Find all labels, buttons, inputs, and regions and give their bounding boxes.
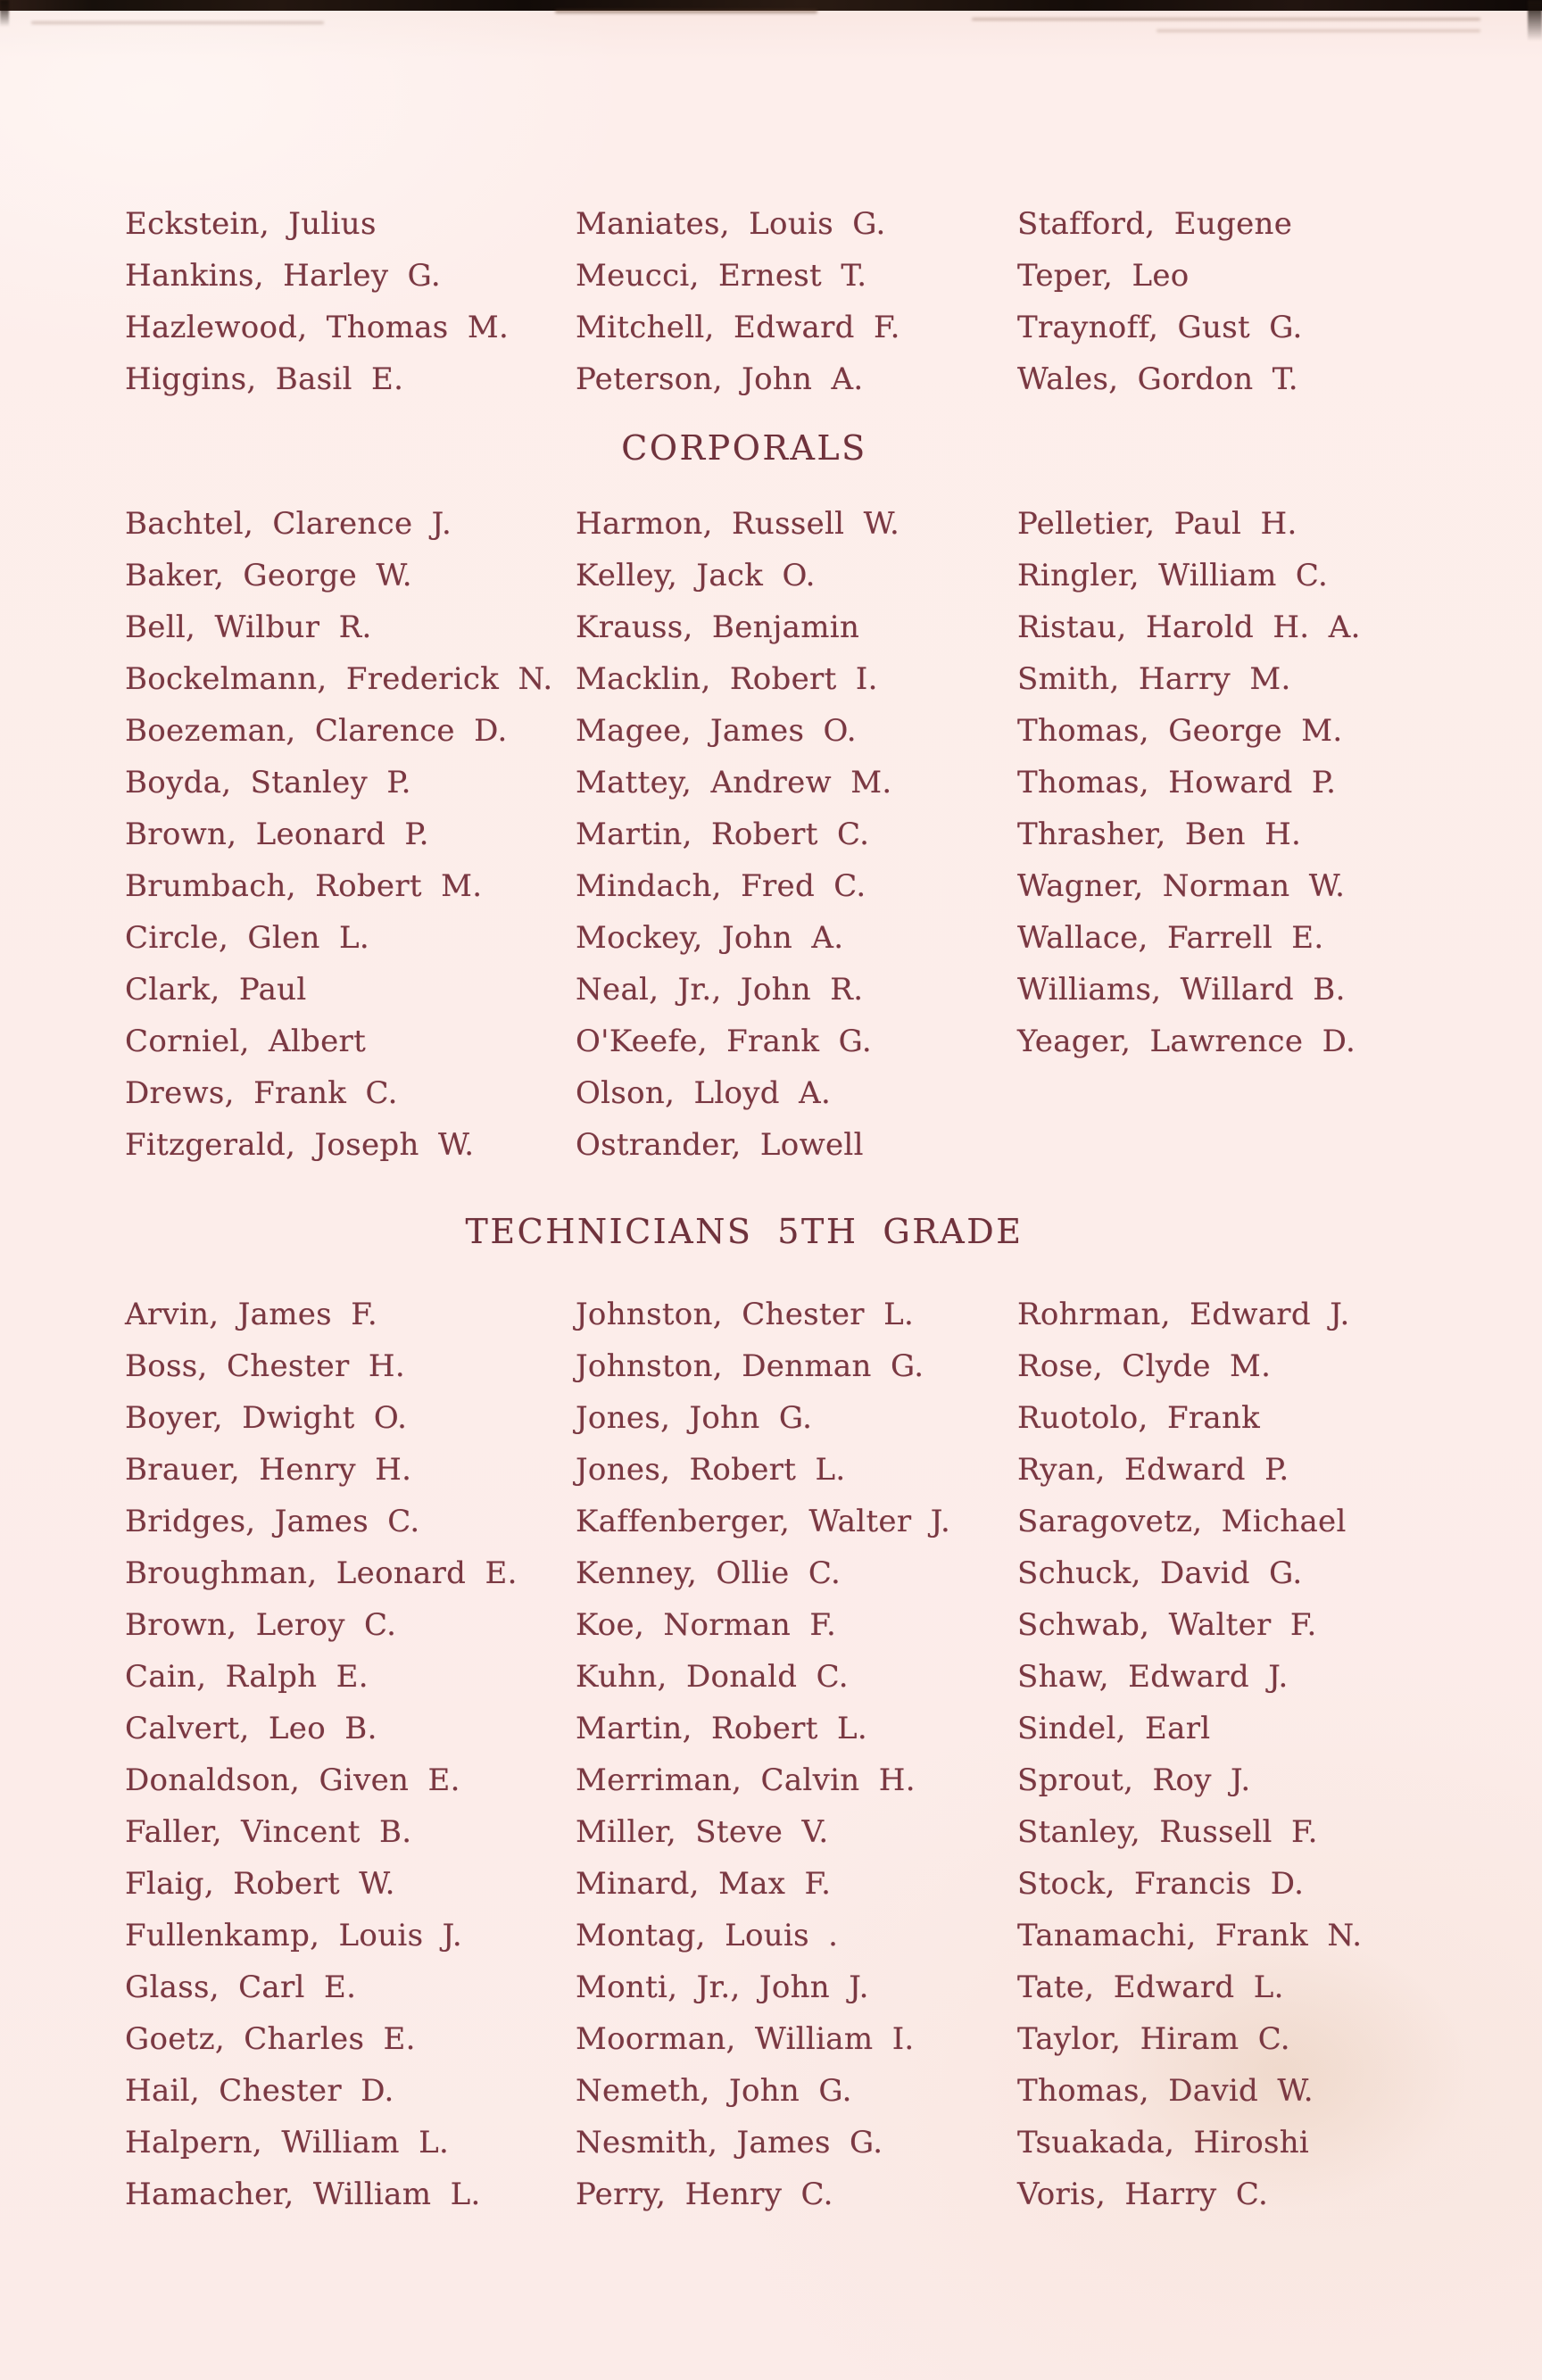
roster-column: [1017, 1289, 1364, 2220]
roster-name: Thomas, Howard P.: [1017, 765, 1337, 800]
roster-name: Bachtel, Clarence J.: [125, 506, 452, 542]
roster-columns: [125, 1289, 1364, 2220]
roster-name: Minard, Max F.: [576, 1866, 832, 1902]
roster-name: Fitzgerald, Joseph W.: [125, 1127, 475, 1163]
roster-name: Sindel, Earl: [1017, 1711, 1211, 1746]
roster-name: Krauss, Benjamin: [576, 610, 860, 645]
roster-columns: [125, 498, 1364, 1171]
roster-name: Drews, Frank C.: [125, 1075, 398, 1111]
roster-name: Cain, Ralph E.: [125, 1659, 369, 1695]
roster-name: Broughman, Leonard E.: [125, 1555, 518, 1591]
roster-column: [125, 198, 576, 405]
roster-column: [576, 198, 1017, 405]
roster-name: Brauer, Henry H.: [125, 1452, 412, 1488]
roster-name: Martin, Robert C.: [576, 817, 870, 852]
roster-name: Nesmith, James G.: [576, 2125, 883, 2160]
roster-name: Perry, Henry C.: [576, 2177, 833, 2212]
roster-name: Koe, Norman F.: [576, 1607, 837, 1643]
roster-column: [125, 1289, 576, 2220]
section-heading: CORPORALS: [621, 428, 867, 468]
roster-name: Circle, Glen L.: [125, 920, 369, 956]
roster-name: Merriman, Calvin H.: [576, 1762, 916, 1798]
roster-name: Johnston, Chester L.: [576, 1297, 915, 1332]
roster-name: Mitchell, Edward F.: [576, 310, 900, 345]
roster-columns: [125, 198, 1364, 405]
roster-name: Ristau, Harold H. A.: [1017, 610, 1361, 645]
roster-name: Hamacher, William L.: [125, 2177, 481, 2212]
roster-name: Glass, Carl E.: [125, 1970, 357, 2005]
roster-name: Stanley, Russell F.: [1017, 1814, 1318, 1850]
roster-name: Mattey, Andrew M.: [576, 765, 892, 800]
roster-name: Hazlewood, Thomas M.: [125, 310, 510, 345]
roster-name: Tanamachi, Frank N.: [1017, 1918, 1363, 1953]
section-heading: TECHNICIANS 5TH GRADE: [465, 1212, 1024, 1251]
roster-name: Smith, Harry M.: [1017, 661, 1291, 697]
roster-name: Tsuakada, Hiroshi: [1017, 2125, 1310, 2160]
roster-name: Calvert, Leo B.: [125, 1711, 377, 1746]
roster-name: Boss, Chester H.: [125, 1348, 405, 1384]
roster-name: Williams, Willard B.: [1017, 972, 1346, 1008]
roster-column: [576, 498, 1017, 1171]
roster-name: Wallace, Farrell E.: [1017, 920, 1324, 956]
roster-name: Clark, Paul: [125, 972, 307, 1008]
roster-name: Sprout, Roy J.: [1017, 1762, 1251, 1798]
roster-section: [125, 1212, 1364, 2220]
roster-name: Ringler, William C.: [1017, 558, 1329, 593]
roster-name: Hail, Chester D.: [125, 2073, 394, 2109]
roster-name: Jones, Robert L.: [576, 1452, 846, 1488]
roster-name: Meucci, Ernest T.: [576, 258, 867, 294]
roster-name: Wagner, Norman W.: [1017, 868, 1346, 904]
roster-name: Ruotolo, Frank: [1017, 1400, 1261, 1436]
roster-section: [125, 428, 1364, 1171]
roster-name: Kaffenberger, Walter J.: [576, 1504, 951, 1539]
roster-name: Eckstein, Julius: [125, 206, 377, 242]
roster-name: Goetz, Charles E.: [125, 2021, 416, 2057]
roster-name: Moorman, William I.: [576, 2021, 915, 2057]
roster-name: Schwab, Walter F.: [1017, 1607, 1317, 1643]
roster-name: Stafford, Eugene: [1017, 206, 1293, 242]
roster-name: Harmon, Russell W.: [576, 506, 900, 542]
roster-section: [125, 198, 1364, 405]
roster-name: Halpern, William L.: [125, 2125, 450, 2160]
roster-name: Martin, Robert L.: [576, 1711, 867, 1746]
roster-name: Mindach, Fred C.: [576, 868, 866, 904]
roster-column: [1017, 498, 1364, 1171]
roster-name: Miller, Steve V.: [576, 1814, 829, 1850]
roster-name: Higgins, Basil E.: [125, 361, 404, 397]
roster-name: Thomas, David W.: [1017, 2073, 1314, 2109]
roster-name: Pelletier, Paul H.: [1017, 506, 1297, 542]
roster-name: Bockelmann, Frederick N.: [125, 661, 553, 697]
roster-name: Baker, George W.: [125, 558, 412, 593]
roster-name: Hankins, Harley G.: [125, 258, 441, 294]
roster-name: Boezeman, Clarence D.: [125, 713, 508, 749]
roster-name: Tate, Edward L.: [1017, 1970, 1284, 2005]
roster-name: Brown, Leonard P.: [125, 817, 429, 852]
roster-name: Thomas, George M.: [1017, 713, 1343, 749]
roster-name: Wales, Gordon T.: [1017, 361, 1298, 397]
roster-name: Montag, Louis .: [576, 1918, 839, 1953]
roster-name: Neal, Jr., John R.: [576, 972, 864, 1008]
roster-name: Arvin, James F.: [125, 1297, 377, 1332]
roster-name: Donaldson, Given E.: [125, 1762, 460, 1798]
roster-name: Kuhn, Donald C.: [576, 1659, 849, 1695]
roster-column: [576, 1289, 1017, 2220]
roster-name: Fullenkamp, Louis J.: [125, 1918, 463, 1953]
roster-name: Voris, Harry C.: [1017, 2177, 1269, 2212]
roster-name: Brown, Leroy C.: [125, 1607, 397, 1643]
roster-name: Kenney, Ollie C.: [576, 1555, 841, 1591]
roster-column: [125, 498, 576, 1171]
roster-name: Rose, Clyde M.: [1017, 1348, 1272, 1384]
roster-name: Schuck, David G.: [1017, 1555, 1303, 1591]
roster-name: Magee, James O.: [576, 713, 857, 749]
roster-name: Maniates, Louis G.: [576, 206, 886, 242]
roster-name: Bell, Wilbur R.: [125, 610, 372, 645]
roster-name: Kelley, Jack O.: [576, 558, 816, 593]
roster-name: Bridges, James C.: [125, 1504, 420, 1539]
roster-name: Monti, Jr., John J.: [576, 1970, 869, 2005]
roster-name: Ostrander, Lowell: [576, 1127, 864, 1163]
roster-name: Flaig, Robert W.: [125, 1866, 395, 1902]
roster-name: Nemeth, John G.: [576, 2073, 852, 2109]
roster-name: Johnston, Denman G.: [576, 1348, 924, 1384]
roster-name: Stock, Francis D.: [1017, 1866, 1305, 1902]
roster-name: Corniel, Albert: [125, 1024, 367, 1059]
roster-name: Ryan, Edward P.: [1017, 1452, 1289, 1488]
roster-name: Rohrman, Edward J.: [1017, 1297, 1350, 1332]
roster-name: Boyda, Stanley P.: [125, 765, 411, 800]
roster-name: O'Keefe, Frank G.: [576, 1024, 872, 1059]
roster-name: Thrasher, Ben H.: [1017, 817, 1302, 852]
roster-name: Taylor, Hiram C.: [1017, 2021, 1290, 2057]
roster-name: Peterson, John A.: [576, 361, 864, 397]
roster-name: Traynoff, Gust G.: [1017, 310, 1303, 345]
roster-name: Macklin, Robert I.: [576, 661, 878, 697]
roster-name: Yeager, Lawrence D.: [1017, 1024, 1356, 1059]
roster-name: Faller, Vincent B.: [125, 1814, 412, 1850]
roster-name: Olson, Lloyd A.: [576, 1075, 832, 1111]
roster-name: Boyer, Dwight O.: [125, 1400, 408, 1436]
roster-name: Teper, Leo: [1017, 258, 1190, 294]
roster-column: [1017, 198, 1364, 405]
roster-name: Shaw, Edward J.: [1017, 1659, 1289, 1695]
roster-name: Mockey, John A.: [576, 920, 844, 956]
roster-name: Brumbach, Robert M.: [125, 868, 483, 904]
roster-name: Saragovetz, Michael: [1017, 1504, 1347, 1539]
roster-name: Jones, John G.: [576, 1400, 813, 1436]
